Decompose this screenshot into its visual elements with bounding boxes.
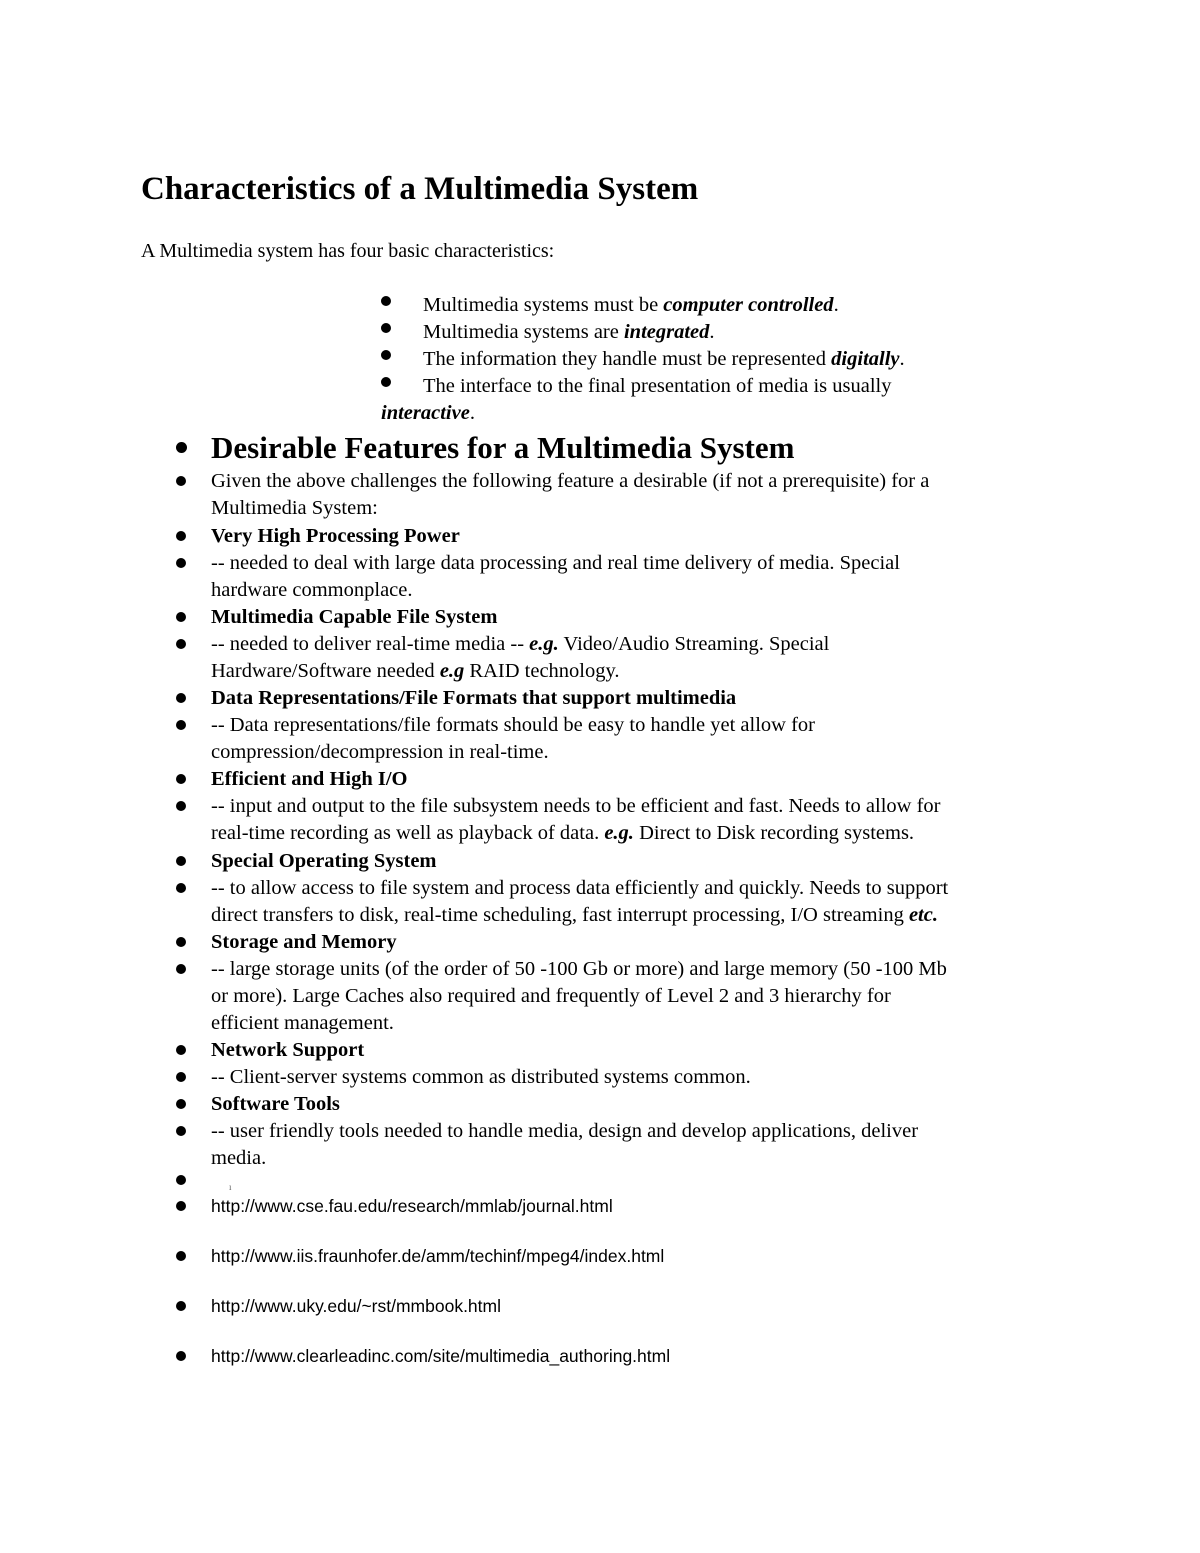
bullet-icon	[176, 639, 186, 649]
bullet-icon	[176, 964, 186, 974]
bullet-icon	[176, 801, 186, 811]
feature-description: -- needed to deal with large data processing and real time delivery of media. Special	[211, 552, 900, 574]
feature-description: -- to allow access to file system and process data efficiently and quickly. Needs to support	[211, 877, 949, 899]
bullet-icon	[176, 558, 186, 568]
bullet-icon	[176, 693, 186, 703]
bullet-icon	[381, 377, 391, 387]
empty-item-mark: ı	[229, 1182, 232, 1192]
bullet-icon	[176, 720, 186, 730]
feature-description: -- user friendly tools needed to handle media, design and develop applications, deliver	[211, 1120, 919, 1142]
bullet-icon	[176, 476, 186, 486]
feature-name: Storage and Memory	[211, 931, 397, 953]
list-item-continuation: interactive.	[381, 402, 475, 424]
bullet-icon	[176, 1351, 186, 1361]
bullet-icon	[176, 1201, 186, 1211]
bullet-icon	[176, 1251, 186, 1261]
bullet-icon	[176, 1301, 186, 1311]
feature-name: Efficient and High I/O	[211, 768, 408, 790]
bullet-icon	[176, 531, 186, 541]
bullet-icon	[176, 937, 186, 947]
feature-description: media.	[211, 1147, 267, 1169]
link-clearleadinc[interactable]: http://www.clearleadinc.com/site/multimedia_authoring.html	[211, 1346, 671, 1366]
feature-description: efficient management.	[211, 1012, 394, 1034]
feature-description: compression/decompression in real-time.	[211, 741, 549, 763]
page-title: Characteristics of a Multimedia System	[141, 171, 699, 207]
list-item: The interface to the final presentation of media is usually	[423, 375, 892, 397]
bullet-icon	[176, 442, 187, 453]
list-item: Multimedia systems are integrated.	[423, 321, 715, 343]
feature-name: Network Support	[211, 1039, 365, 1061]
intro-text: A Multimedia system has four basic characteristics:	[141, 240, 555, 262]
bullet-icon	[381, 296, 391, 306]
bullet-icon	[176, 856, 186, 866]
bullet-icon	[176, 774, 186, 784]
bullet-icon	[176, 1099, 186, 1109]
bullet-icon	[176, 883, 186, 893]
feature-description: or more). Large Caches also required and frequently of Level 2 and 3 hierarchy for	[211, 985, 891, 1007]
list-item: The information they handle must be represented digitally.	[423, 348, 905, 370]
feature-name: Software Tools	[211, 1093, 340, 1115]
feature-description: real-time recording as well as playback of data. e.g. Direct to Disk recording systems.	[211, 822, 915, 844]
bullet-icon	[176, 1072, 186, 1082]
list-item: Multimedia systems must be computer controlled.	[423, 294, 839, 316]
bullet-icon	[176, 1045, 186, 1055]
list-item-continuation: Multimedia System:	[211, 497, 378, 519]
bullet-icon	[381, 350, 391, 360]
feature-description: Hardware/Software needed e.g RAID technology.	[211, 660, 620, 682]
bullet-icon	[176, 612, 186, 622]
section-heading: Desirable Features for a Multimedia System	[211, 430, 795, 465]
feature-description: -- Data representations/file formats should be easy to handle yet allow for	[211, 714, 815, 736]
feature-description: -- needed to deliver real-time media -- e.g. Video/Audio Streaming. Special	[211, 633, 830, 655]
link-cse-fau[interactable]: http://www.cse.fau.edu/research/mmlab/journal.html	[211, 1196, 613, 1216]
feature-description: -- input and output to the file subsystem needs to be efficient and fast. Needs to allow for	[211, 795, 941, 817]
bullet-icon	[381, 323, 391, 333]
feature-description: direct transfers to disk, real-time scheduling, fast interrupt processing, I/O streaming etc.	[211, 904, 938, 926]
feature-name: Very High Processing Power	[211, 525, 460, 547]
feature-description: -- Client-server systems common as distributed systems common.	[211, 1066, 751, 1088]
bullet-icon	[176, 1126, 186, 1136]
bullet-icon	[176, 1175, 186, 1185]
link-uky[interactable]: http://www.uky.edu/~rst/mmbook.html	[211, 1296, 501, 1316]
feature-name: Data Representations/File Formats that support multimedia	[211, 687, 737, 709]
list-item: Given the above challenges the following feature a desirable (if not a prerequisite) for a	[211, 470, 930, 492]
feature-name: Special Operating System	[211, 850, 437, 872]
feature-description: hardware commonplace.	[211, 579, 413, 601]
link-fraunhofer[interactable]: http://www.iis.fraunhofer.de/amm/techinf/mpeg4/index.html	[211, 1246, 665, 1266]
feature-description: -- large storage units (of the order of 50 -100 Gb or more) and large memory (50 -100 Mb	[211, 958, 947, 980]
feature-name: Multimedia Capable File System	[211, 606, 498, 628]
